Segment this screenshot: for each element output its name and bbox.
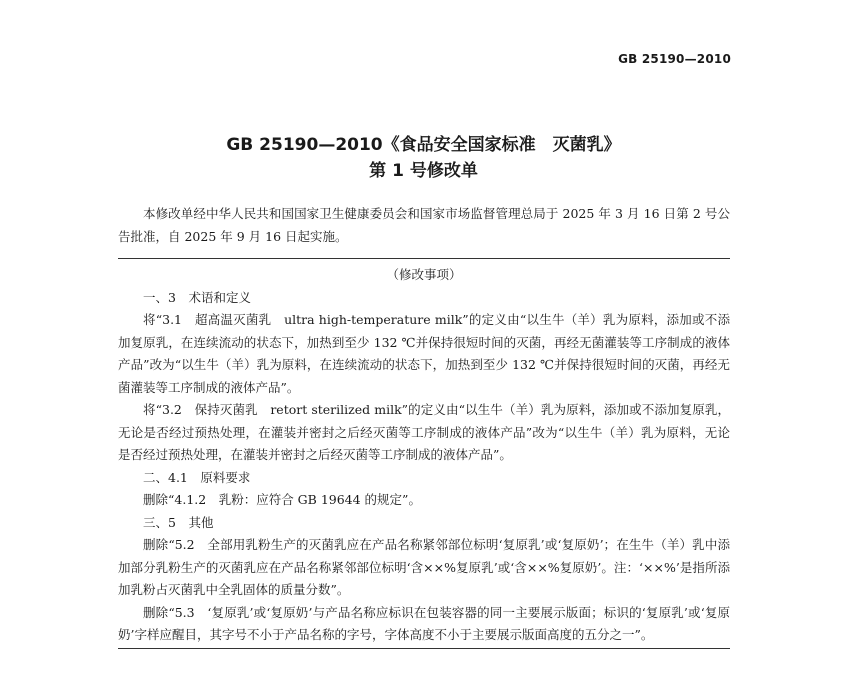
- title-line-1: GB 25190—2010《食品安全国家标准 灭菌乳》: [226, 135, 621, 155]
- standard-number: GB 25190—2010: [618, 52, 731, 66]
- top-divider: [118, 258, 730, 259]
- amendment-3-2: 将“3.2 保持灭菌乳 retort sterilized milk”的定义由“以生牛（羊）乳为原料，添加或不添加复原乳，无论是否经过预热处理，在灌装并密封之后经灭菌等工序制成的液体产品”改为“以生牛（羊）乳为原料，无论是否经过预热处理，在灌装并密封之后经灭菌等工序制成的液体产品”。: [118, 402, 730, 462]
- section-heading: （修改事项）: [386, 267, 462, 282]
- bottom-divider: [118, 648, 730, 649]
- approval-notice: 本修改单经中华人民共和国国家卫生健康委员会和国家市场监督管理总局于 2025 年 3 月 16 日第 2 号公告批准，自 2025 年 9 月 16 日起实施。: [118, 206, 730, 244]
- amendment-5-2: 删除“5.2 全部用乳粉生产的灭菌乳应在产品名称紧邻部位标明‘复原乳’或‘复原奶’；在生牛（羊）乳中添加部分乳粉生产的灭菌乳应在产品名称紧邻部位标明‘含××%复原乳’或‘含××%复原奶’。注：‘××%’是指所添加乳粉占灭菌乳中全乳固体的质量分数”。: [118, 537, 730, 597]
- clause-heading-5: 三、5 其他: [143, 514, 214, 530]
- amendment-3-1: 将“3.1 超高温灭菌乳 ultra high-temperature milk”的定义由“以生牛（羊）乳为原料，添加或不添加复原乳，在连续流动的状态下，加热到至少 132 ℃并保持很短时间的灭菌，再经无菌灌装等工序制成的液体产品”改为“以生牛（羊）乳为原料，在连续流动的状态下，加热到至少 132 ℃并保持很短时间的灭菌，再经无菌灌装等工序制成的液体产品”。: [118, 312, 730, 395]
- clause-heading-4-1: 二、4.1 原料要求: [143, 469, 251, 485]
- amendment-4-1-2: 删除“4.1.2 乳粉：应符合 GB 19644 的规定”。: [143, 492, 421, 507]
- document-title: [0, 132, 847, 184]
- amendment-5-3: 删除“5.3 ‘复原乳’或‘复原奶’与产品名称应标识在包装容器的同一主要展示版面；标识的‘复原乳’或‘复原奶’字样应醒目，其字号不小于产品名称的字号，字体高度不小于主要展示版面高度的五分之一”。: [118, 604, 730, 642]
- amendment-content: [118, 264, 730, 647]
- title-line-2: 第 1 号修改单: [369, 161, 478, 181]
- clause-heading-3: 一、3 术语和定义: [143, 289, 251, 305]
